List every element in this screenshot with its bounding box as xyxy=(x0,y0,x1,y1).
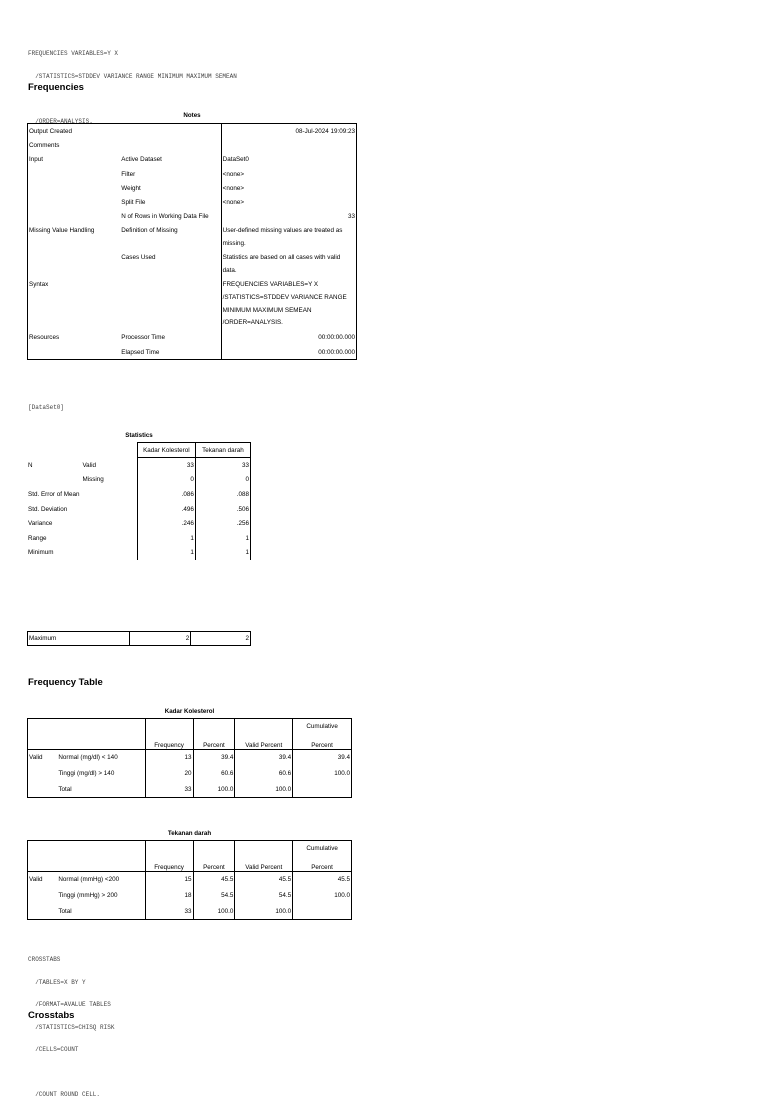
row-group-label: Output Created xyxy=(29,127,73,135)
table-row xyxy=(27,531,251,546)
cell-value xyxy=(293,904,352,920)
row-group-label: Missing Value Handling xyxy=(29,227,95,235)
cell-value: 100.0 xyxy=(235,904,293,920)
cell-value: FREQUENCIES VARIABLES=Y X /STATISTICS=STDDEV VARIANCE RANGE MINIMUM MAXIMUM SEMEAN /ORDER=ANALYSIS. xyxy=(221,278,356,330)
row-label: Variance xyxy=(28,520,53,528)
row-label: Elapsed Time xyxy=(121,348,160,356)
syntax-line: FREQUENCIES VARIABLES=Y X xyxy=(28,50,119,57)
table-row xyxy=(27,473,251,488)
cell-value: 33 xyxy=(137,458,195,473)
statistics-title: Statistics xyxy=(125,432,153,439)
table-row xyxy=(28,210,357,224)
row-label xyxy=(28,888,58,904)
col-header: Percent xyxy=(193,734,235,750)
row-label: Filter xyxy=(121,170,136,178)
col-header: Valid Percent xyxy=(235,856,293,872)
row-label: Normal (mg/dl) < 140 xyxy=(58,754,118,762)
table-row xyxy=(28,278,357,330)
table-row xyxy=(27,458,251,473)
row-label: Weight xyxy=(121,184,141,192)
syntax-line xyxy=(28,95,237,103)
table-row xyxy=(28,181,357,195)
row-label xyxy=(28,904,58,920)
cell-value: <none> xyxy=(221,167,356,181)
statistics-col-header: Kadar Kolesterol xyxy=(137,443,195,458)
notes-title: Notes xyxy=(183,112,201,119)
row-label xyxy=(120,124,221,139)
cell-value: 33 xyxy=(221,210,356,224)
syntax-line: /CELLS=COUNT xyxy=(28,1046,79,1053)
table-row xyxy=(28,124,357,139)
cell-value: 100.0 xyxy=(235,782,293,798)
row-label xyxy=(120,278,221,330)
table-row xyxy=(28,195,357,209)
table-row xyxy=(28,153,357,167)
cell-value: 100.0 xyxy=(293,766,352,782)
cell-value: 45.5 xyxy=(235,872,293,888)
col-header: Percent xyxy=(193,856,235,872)
table-row xyxy=(28,904,352,920)
table-row xyxy=(27,502,251,517)
cell-value: 2 xyxy=(245,635,249,642)
syntax-line: /STATISTICS=STDDEV VARIANCE RANGE MINIMUM MAXIMUM SEMEAN xyxy=(28,72,237,80)
table-row xyxy=(28,782,352,798)
cell-value: .506 xyxy=(195,502,250,517)
row-label: Range xyxy=(28,534,47,542)
cell-value: 100.0 xyxy=(193,904,235,920)
cell-value: <none> xyxy=(221,195,356,209)
table-row xyxy=(28,632,251,646)
cell-value: 0 xyxy=(137,473,195,488)
row-label: Split File xyxy=(121,199,146,207)
row-label: Valid xyxy=(82,461,96,469)
syntax-line xyxy=(28,1069,114,1077)
row-label: Valid xyxy=(29,876,43,884)
col-header: Cumulative xyxy=(293,719,352,735)
table-row xyxy=(28,750,352,766)
row-label: Normal (mmHg) <200 xyxy=(58,876,120,884)
statistics-header-row xyxy=(27,443,251,458)
syntax-line: /TABLES=X BY Y xyxy=(28,978,86,986)
row-group-label: Syntax xyxy=(29,281,49,289)
cell-value: .086 xyxy=(137,487,195,502)
freq-table-title: Kadar Kolesterol xyxy=(164,708,215,715)
cell-value: <none> xyxy=(221,181,356,195)
table-row xyxy=(27,546,251,561)
frequency-table-tekanan xyxy=(27,840,352,920)
cell-value: .256 xyxy=(195,516,250,531)
row-label: Tinggi (mmHg) > 200 xyxy=(58,892,118,900)
row-label: N xyxy=(28,461,33,469)
row-group-label: Comments xyxy=(29,141,60,149)
cell-value: 18 xyxy=(145,888,193,904)
table-row xyxy=(28,331,357,345)
table-row xyxy=(28,872,352,888)
cell-value: DataSet0 xyxy=(221,153,356,167)
statistics-col-header: Tekanan darah xyxy=(195,443,250,458)
statistics-max-table xyxy=(27,631,251,646)
row-label: Total xyxy=(58,785,72,793)
cell-value: 45.5 xyxy=(193,872,235,888)
row-label xyxy=(80,487,137,502)
row-label: N of Rows in Working Data File xyxy=(121,213,209,221)
cell-value: 15 xyxy=(145,872,193,888)
cell-value: 13 xyxy=(145,750,193,766)
row-label xyxy=(120,138,221,152)
row-label: Cases Used xyxy=(121,254,156,262)
cell-value: 54.5 xyxy=(235,888,293,904)
row-label xyxy=(80,516,137,531)
row-label: Std. Deviation xyxy=(28,505,68,513)
cell-value: 33 xyxy=(195,458,250,473)
table-row xyxy=(28,345,357,360)
row-label: Total xyxy=(58,907,72,915)
syntax-line: /FORMAT=AVALUE TABLES xyxy=(28,1001,111,1008)
table-row xyxy=(27,516,251,531)
cell-value: 60.6 xyxy=(193,766,235,782)
cell-value: 33 xyxy=(145,904,193,920)
row-group-label xyxy=(28,181,121,195)
cell-value xyxy=(221,138,356,152)
cell-value: 00:00:00.000 xyxy=(221,331,356,345)
cell-value: 2 xyxy=(129,632,191,646)
table-row xyxy=(27,487,251,502)
syntax-line: /ORDER=ANALYSIS. xyxy=(28,117,93,125)
col-header: Frequency xyxy=(145,856,193,872)
col-header: Valid Percent xyxy=(235,734,293,750)
cell-value: .088 xyxy=(195,487,250,502)
section-title-crosstabs: Crosstabs xyxy=(28,1010,75,1021)
row-group-label xyxy=(28,210,121,224)
row-label xyxy=(80,546,137,561)
cell-value: .496 xyxy=(137,502,195,517)
section-title-frequencies: Frequencies xyxy=(28,82,84,93)
row-label: Minimum xyxy=(28,549,54,557)
row-label: Processor Time xyxy=(121,334,165,342)
row-label: Maximum xyxy=(29,635,57,642)
cell-value: 1 xyxy=(195,546,250,561)
freq-table-title: Tekanan darah xyxy=(167,830,212,837)
cell-value: 100.0 xyxy=(293,888,352,904)
cell-value: 100.0 xyxy=(193,782,235,798)
table-row xyxy=(28,888,352,904)
cell-value: 54.5 xyxy=(193,888,235,904)
cell-value: 39.4 xyxy=(193,750,235,766)
syntax-line: CROSSTABS xyxy=(28,956,61,963)
table-row xyxy=(28,224,357,251)
cell-value: User-defined missing values are treated as missing. xyxy=(221,224,356,251)
row-group-label xyxy=(28,345,121,360)
col-header: Percent xyxy=(293,856,352,872)
row-label xyxy=(80,502,137,517)
row-label xyxy=(28,782,58,798)
cell-value: 33 xyxy=(145,782,193,798)
row-group-label: Resources xyxy=(29,334,60,342)
row-label xyxy=(27,473,80,488)
cell-value: 00:00:00.000 xyxy=(221,345,356,360)
frequency-table-kolesterol xyxy=(27,718,352,798)
row-group-label xyxy=(28,167,121,181)
row-group-label: Input xyxy=(29,156,44,164)
cell-value: 39.4 xyxy=(235,750,293,766)
row-label xyxy=(28,766,58,782)
syntax-line: /STATISTICS=CHISQ RISK xyxy=(28,1023,115,1031)
table-row xyxy=(28,766,352,782)
row-label: Tinggi (mg/dl) > 140 xyxy=(58,770,115,778)
cell-value: 1 xyxy=(137,546,195,561)
row-group-label xyxy=(28,251,121,278)
col-header: Frequency xyxy=(145,734,193,750)
statistics-table xyxy=(27,442,251,560)
row-label: Std. Error of Mean xyxy=(28,490,80,498)
row-label: Active Dataset xyxy=(121,156,162,164)
col-header: Cumulative xyxy=(293,841,352,857)
cell-value: 39.4 xyxy=(293,750,352,766)
cell-value: 1 xyxy=(195,531,250,546)
row-label: Definition of Missing xyxy=(121,227,178,235)
syntax-line: /COUNT ROUND CELL. xyxy=(28,1091,101,1098)
dataset-label: [DataSet0] xyxy=(28,404,65,411)
notes-table xyxy=(27,123,357,360)
cell-value: 60.6 xyxy=(235,766,293,782)
cell-value: 0 xyxy=(195,473,250,488)
cell-value: .246 xyxy=(137,516,195,531)
table-row xyxy=(28,138,357,152)
row-label xyxy=(80,531,137,546)
row-label: Valid xyxy=(29,754,43,762)
cell-value: 45.5 xyxy=(293,872,352,888)
table-row xyxy=(28,167,357,181)
cell-value xyxy=(293,782,352,798)
cell-value: Statistics are based on all cases with valid data. xyxy=(221,251,356,278)
cell-value: 1 xyxy=(137,531,195,546)
cell-value: 08-Jul-2024 19:09:23 xyxy=(221,124,356,139)
col-header: Percent xyxy=(293,734,352,750)
table-row xyxy=(28,251,357,278)
section-title-frequency-table: Frequency Table xyxy=(28,677,103,688)
row-group-label xyxy=(28,195,121,209)
cell-value: 20 xyxy=(145,766,193,782)
row-label: Missing xyxy=(82,476,104,484)
